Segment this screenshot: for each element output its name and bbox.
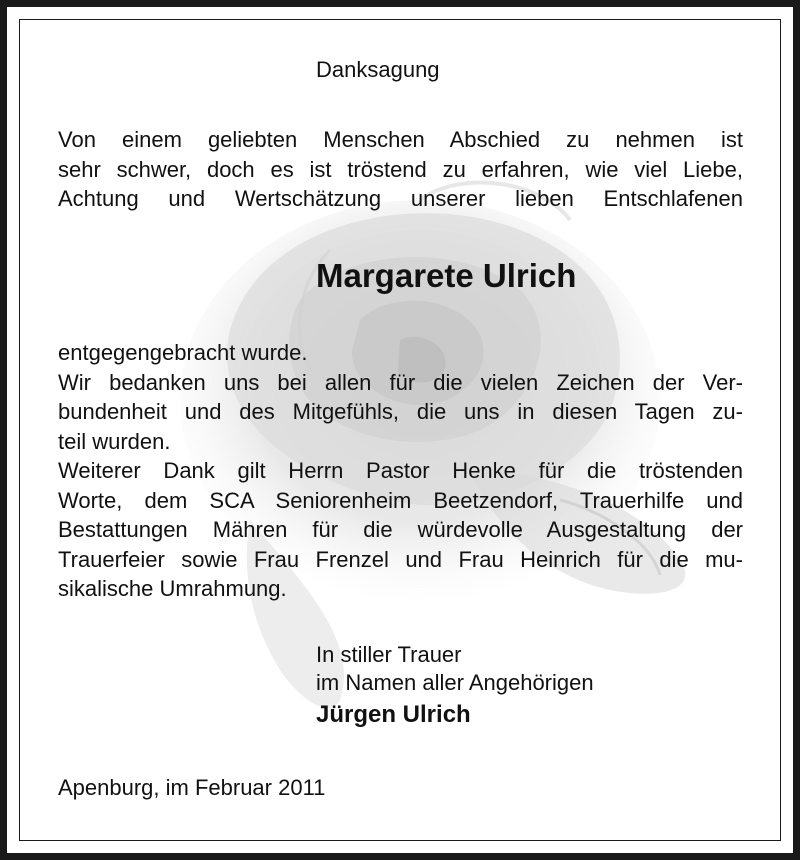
body-line: bundenheit und des Mitgefühls, die uns in diesen Tagen zu- (58, 399, 743, 424)
body-line: Worte, dem SCA Seniorenheim Beetzendorf, Trauerhilfe und (58, 487, 743, 513)
intro-line: Achtung und Wertschätzung unserer lieben Entschlafenen (58, 186, 743, 211)
body-line: Bestattungen Mähren für die würdevolle Ausgestaltung der (58, 517, 743, 542)
intro-paragraph (58, 125, 743, 214)
body-line: Trauerfeier sowie Frau Frenzel und Frau Heinrich für die mu- (58, 546, 743, 572)
intro-line: Von einem geliebten Menschen Abschied zu nehmen ist (58, 127, 743, 152)
heading: Danksagung (316, 57, 440, 82)
deceased-name: Margarete Ulrich (316, 257, 577, 294)
body-line: teil wurden. (58, 428, 171, 454)
signature-name: Jürgen Ulrich (316, 701, 471, 728)
signature-line-1: In stiller Trauer (316, 642, 462, 667)
intro-line: sehr schwer, doch es ist tröstend zu erfahren, wie viel Liebe, (58, 156, 743, 182)
body-line: Weiterer Dank gilt Herrn Pastor Henke für die tröstenden (58, 458, 743, 483)
body-line: Wir bedanken uns bei allen für die vielen Zeichen der Ver- (58, 369, 743, 395)
place-date: Apenburg, im Februar 2011 (58, 775, 326, 800)
body-paragraph (58, 338, 743, 604)
body-line: entgegengebracht wurde. (58, 340, 308, 365)
body-line: sikalische Umrahmung. (58, 576, 287, 601)
signature-line-2: im Namen aller Angehörigen (316, 670, 594, 695)
